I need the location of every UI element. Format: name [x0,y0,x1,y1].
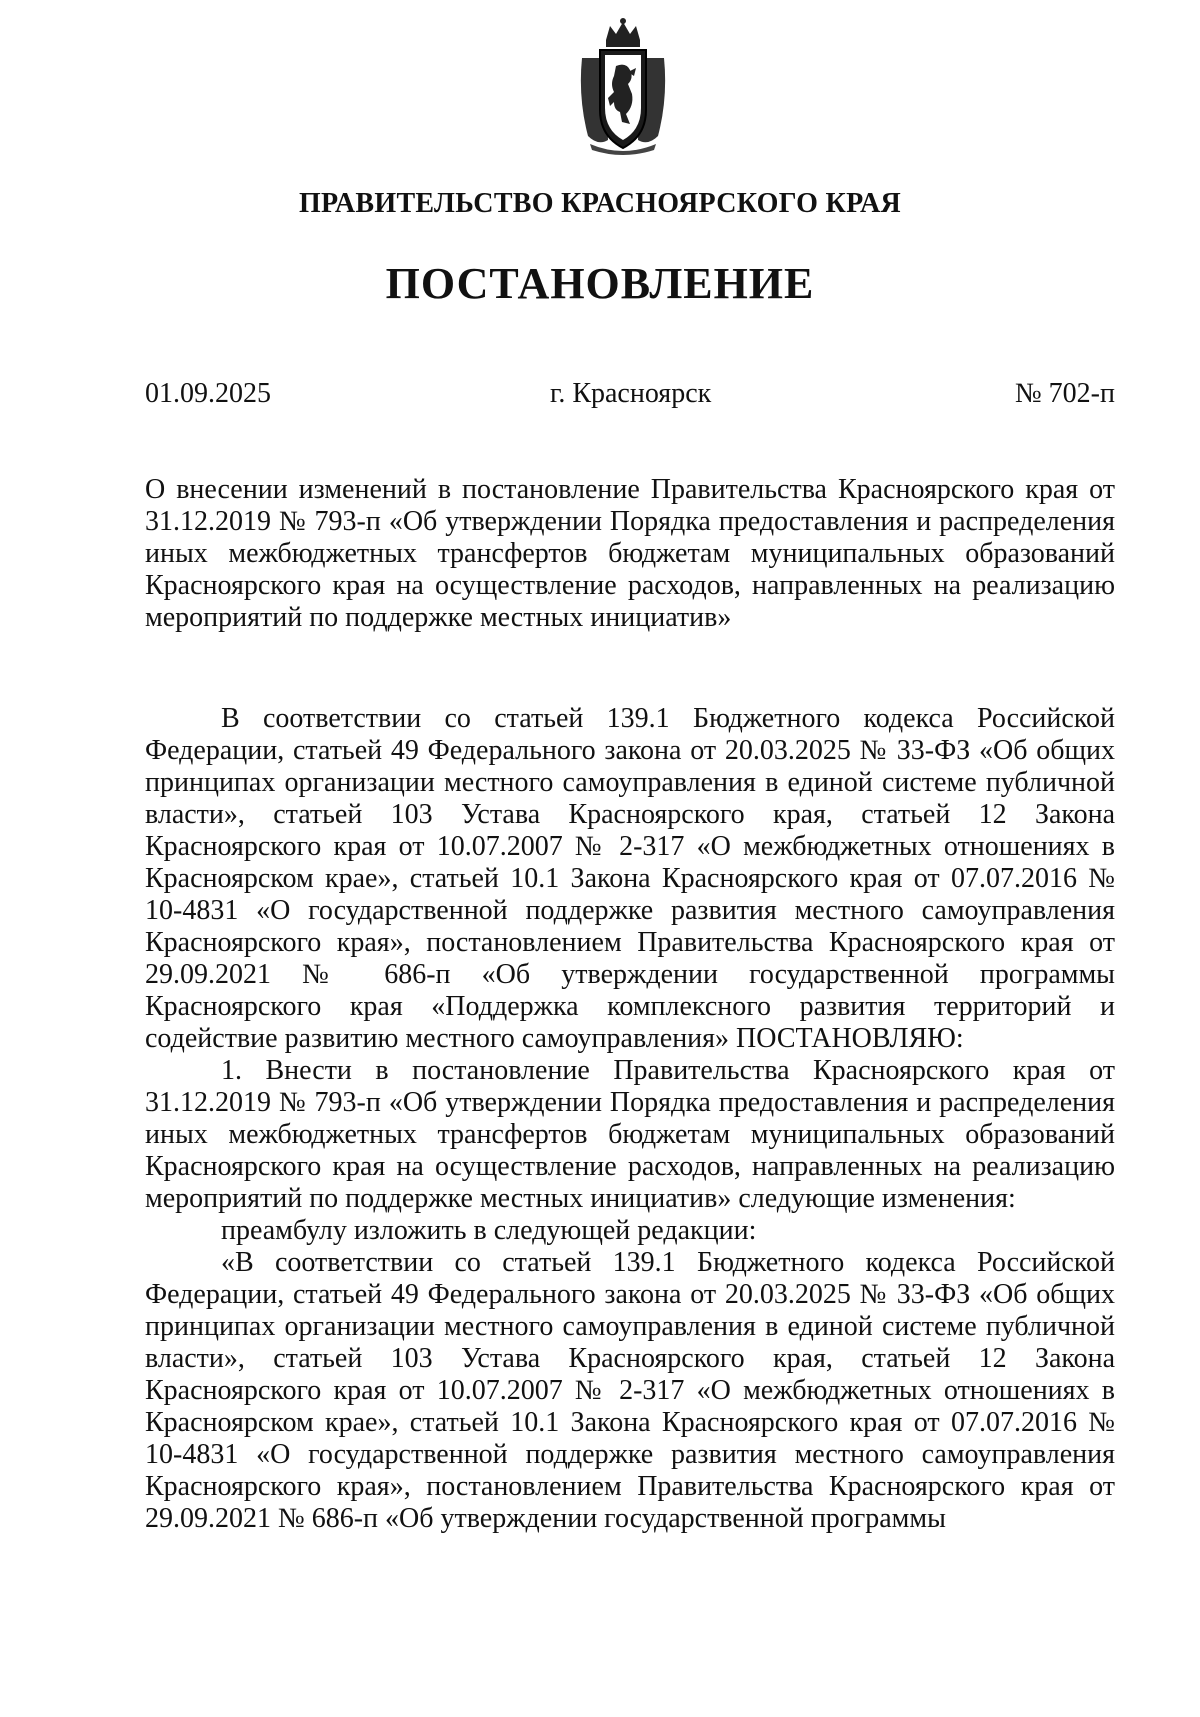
organization-title: ПРАВИТЕЛЬСТВО КРАСНОЯРСКОГО КРАЯ [298,188,902,219]
coat-of-arms-icon [568,18,678,158]
quoted-paragraph: «В соответствии со статьей 139.1 Бюджетного кодекса Российской Федерации, статьей 49 Федерального закона от 20.03.2025 № 33-ФЗ «Об общих принципах организации местного самоуправления в единой системе публичной власти», статьей 103 Устава Красноярского края, статьей 12 Закона Красноярского края от 10.07.2007 № 2-317 «О межбюджетных отношениях в Красноярском крае», статьей 10.1 Закона Красноярского края от 07.07.2016 № 10-4831 «О государственной поддержке развития местного самоуправления Красноярского края», постановлением Правительства Красноярского края от 29.09.2021 № 686-п «Об утверждении государственной программы [145,1247,1115,1534]
document-city: г. Красноярск [550,378,712,409]
document-body [145,703,1115,1535]
item-1-paragraph: 1. Внести в постановление Правительства Красноярского края от 31.12.2019 № 793-п «Об утверждении Порядка предоставления и распределения иных межбюджетных трансфертов бюджетам муниципальных образований Красноярского края на осуществление расходов, направленных на реализацию мероприятий по поддержке местных инициатив» следующие изменения: [145,1055,1115,1214]
preamble-paragraph: В соответствии со статьей 139.1 Бюджетного кодекса Российской Федерации, статьей 49 Федерального закона от 20.03.2025 № 33-ФЗ «Об общих принципах организации местного самоуправления в единой системе публичной власти», статьей 103 Устава Красноярского края, статьей 12 Закона Красноярского края от 10.07.2007 № 2-317 «О межбюджетных отношениях в Красноярском крае», статьей 10.1 Закона Красноярского края от 07.07.2016 № 10-4831 «О государственной поддержке развития местного самоуправления Красноярского края», постановлением Правительства Красноярского края от 29.09.2021 № 686-п «Об утверждении государственной программы Красноярского края «Поддержка комплексного развития территорий и содействие развитию местного самоуправления» ПОСТАНОВЛЯЮ: [145,703,1115,1054]
document-subject: О внесении изменений в постановление Правительства Красноярского края от 31.12.2019 № 793-п «Об утверждении Порядка предоставления и распределения иных межбюджетных трансфертов бюджетам муниципальных образований Красноярского края на осуществление расходов, направленных на реализацию мероприятий по поддержке местных инициатив» [145,474,1115,633]
document-date: 01.09.2025 [145,378,271,409]
instruction-paragraph: преамбулу изложить в следующей редакции: [221,1215,757,1246]
document-meta [145,378,1115,410]
document-type: ПОСТАНОВЛЕНИЕ [385,259,815,308]
document-number: № 702-п [1014,378,1115,409]
